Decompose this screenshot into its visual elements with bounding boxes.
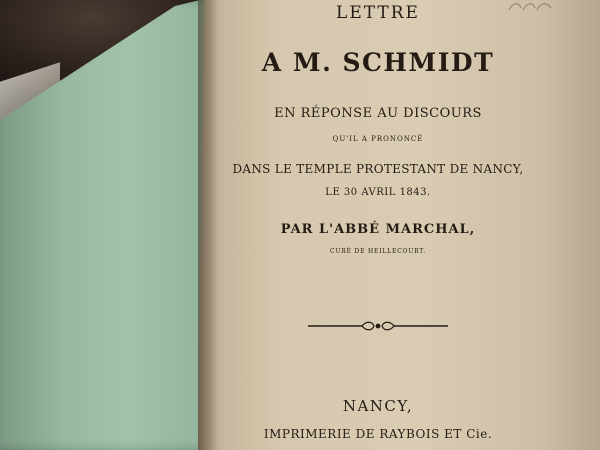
author-line: PAR L'ABBÉ MARCHAL, [280,222,476,237]
location-line: DANS LE TEMPLE PROTESTANT DE NANCY, [232,162,524,176]
author-role: CURÉ DE HEILLECOURT. [330,248,426,255]
page-title: A M. SCHMIDT [261,48,495,77]
intro-small-caps: QU'IL A PRONONCÉ [332,135,424,143]
imprint-printer: IMPRIMERIE DE RAYBOIS ET Cie. [263,427,493,441]
imprint-place: NANCY, [342,397,414,415]
title-page-text [198,0,558,450]
date-line: LE 30 AVRIL 1843. [325,187,431,198]
subtitle: EN RÉPONSE AU DISCOURS [274,106,482,121]
heading-lettre: LETTRE [336,3,420,23]
ornamental-rule-icon [306,319,450,333]
